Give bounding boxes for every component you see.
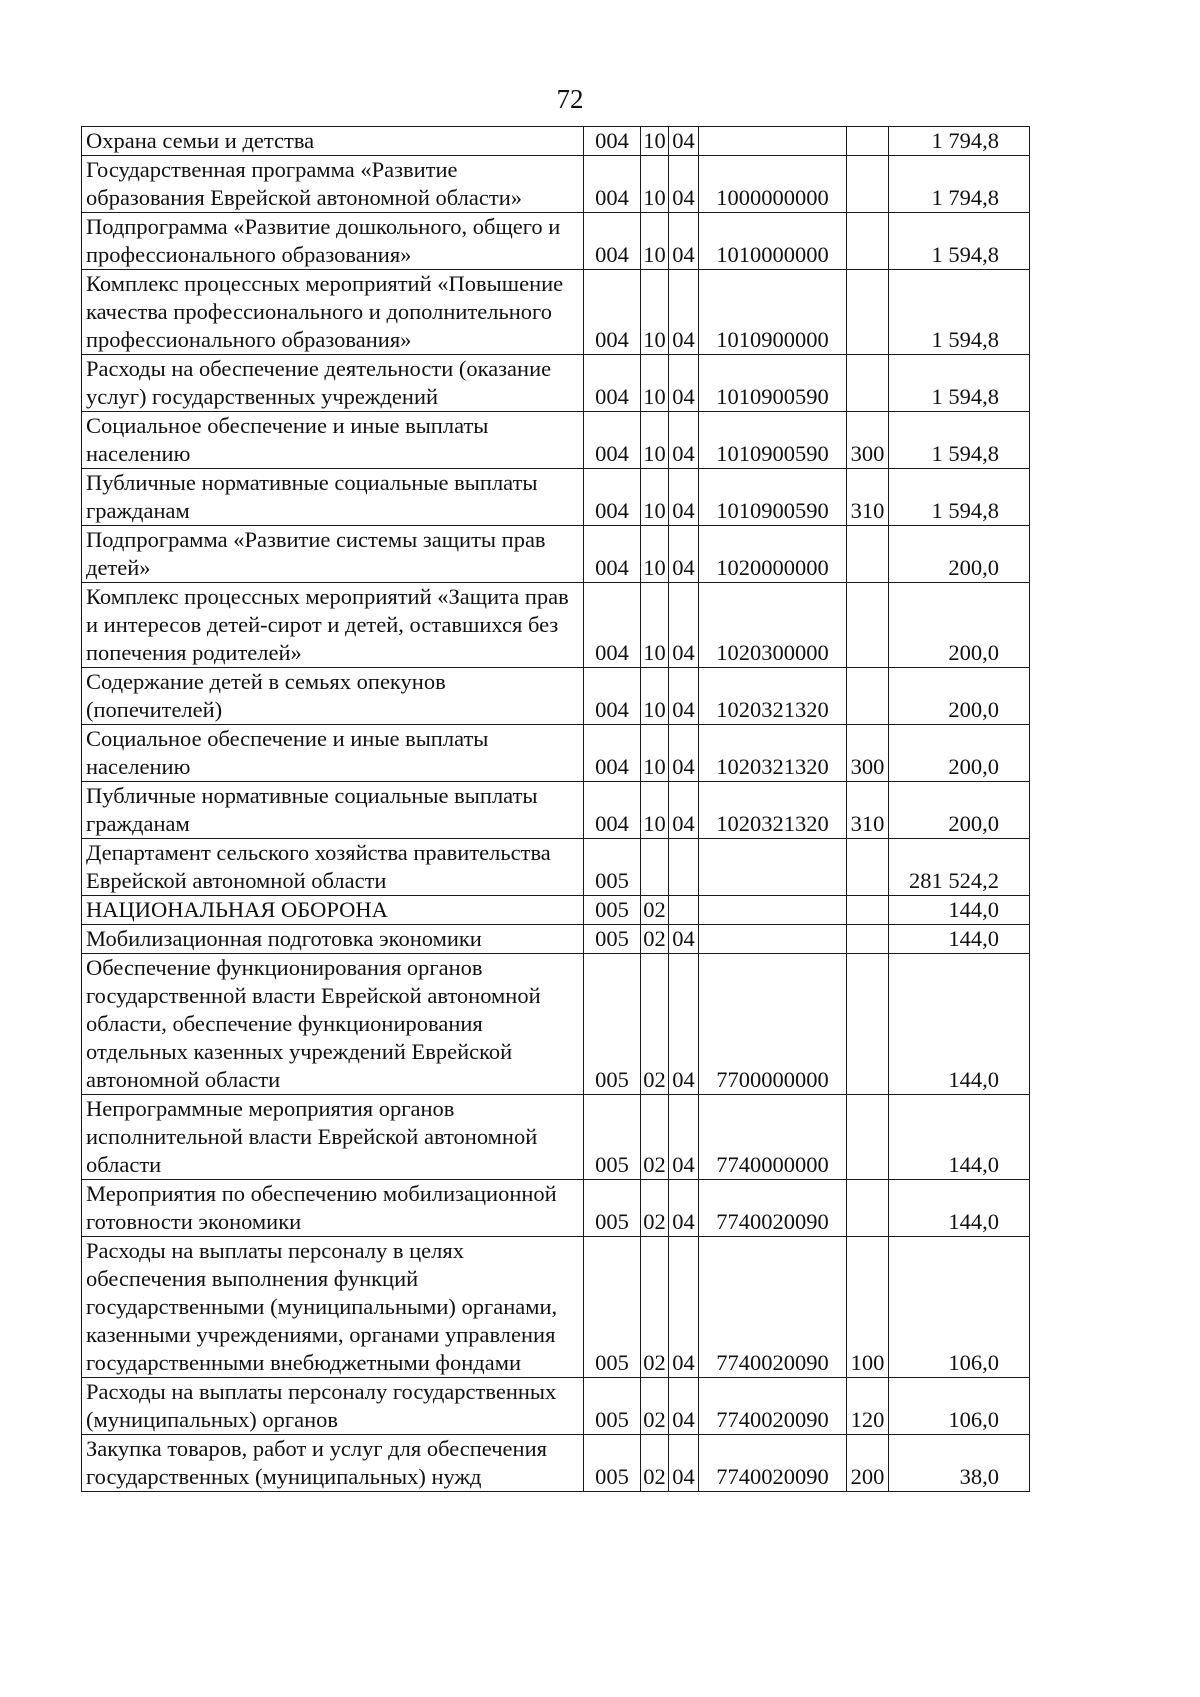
table-row	[82, 1378, 1030, 1435]
cell-expense-type	[847, 954, 889, 1095]
cell-expense-type	[847, 127, 889, 156]
cell-subsection-code: 04	[669, 270, 699, 355]
cell-subsection-code: 04	[669, 668, 699, 725]
cell-expense-type	[847, 1095, 889, 1180]
cell-target-article: 1010900000	[699, 270, 847, 355]
cell-subsection-code: 04	[669, 213, 699, 270]
cell-name: Государственная программа «Развитие образования Еврейской автономной области»	[82, 156, 584, 213]
cell-subsection-code	[669, 839, 699, 896]
cell-section-code: 10	[641, 270, 669, 355]
cell-target-article	[699, 925, 847, 954]
cell-department-code: 004	[584, 156, 641, 213]
cell-amount: 200,0	[889, 782, 1030, 839]
cell-target-article: 7700000000	[699, 954, 847, 1095]
cell-section-code: 10	[641, 213, 669, 270]
cell-department-code: 004	[584, 127, 641, 156]
cell-amount: 144,0	[889, 896, 1030, 925]
cell-section-code: 10	[641, 469, 669, 526]
table-row	[82, 270, 1030, 355]
cell-target-article: 1010900590	[699, 469, 847, 526]
cell-target-article	[699, 127, 847, 156]
cell-subsection-code: 04	[669, 782, 699, 839]
cell-section-code: 02	[641, 1435, 669, 1492]
table-row	[82, 469, 1030, 526]
cell-expense-type: 120	[847, 1378, 889, 1435]
table-row	[82, 782, 1030, 839]
cell-amount: 1 594,8	[889, 355, 1030, 412]
cell-department-code: 004	[584, 668, 641, 725]
cell-expense-type	[847, 668, 889, 725]
cell-name: Охрана семьи и детства	[82, 127, 584, 156]
cell-expense-type: 310	[847, 469, 889, 526]
cell-name: Мобилизационная подготовка экономики	[82, 925, 584, 954]
cell-amount: 1 594,8	[889, 412, 1030, 469]
cell-department-code: 005	[584, 839, 641, 896]
table-row	[82, 925, 1030, 954]
cell-amount: 144,0	[889, 1095, 1030, 1180]
cell-expense-type	[847, 270, 889, 355]
cell-name: Комплекс процессных мероприятий «Повышение качества профессионального и дополнительного профессионального образования»	[82, 270, 584, 355]
cell-section-code: 10	[641, 412, 669, 469]
cell-expense-type	[847, 355, 889, 412]
table-row	[82, 213, 1030, 270]
cell-name: Социальное обеспечение и иные выплаты населению	[82, 412, 584, 469]
cell-amount: 1 794,8	[889, 156, 1030, 213]
cell-expense-type	[847, 213, 889, 270]
cell-subsection-code: 04	[669, 725, 699, 782]
cell-amount: 144,0	[889, 925, 1030, 954]
cell-department-code: 005	[584, 896, 641, 925]
cell-subsection-code: 04	[669, 526, 699, 583]
table-row	[82, 839, 1030, 896]
cell-department-code: 004	[584, 526, 641, 583]
cell-target-article	[699, 839, 847, 896]
cell-expense-type: 300	[847, 412, 889, 469]
cell-amount: 1 594,8	[889, 270, 1030, 355]
cell-name: Комплекс процессных мероприятий «Защита прав и интересов детей-сирот и детей, оставшихся без попечения родителей»	[82, 583, 584, 668]
page-number: 72	[556, 84, 584, 114]
cell-expense-type: 310	[847, 782, 889, 839]
cell-name: Подпрограмма «Развитие дошкольного, общего и профессионального образования»	[82, 213, 584, 270]
cell-section-code	[641, 839, 669, 896]
cell-name: Закупка товаров, работ и услуг для обеспечения государственных (муниципальных) нужд	[82, 1435, 584, 1492]
cell-section-code: 02	[641, 925, 669, 954]
cell-name: Расходы на обеспечение деятельности (оказание услуг) государственных учреждений	[82, 355, 584, 412]
cell-department-code: 004	[584, 782, 641, 839]
cell-amount: 200,0	[889, 725, 1030, 782]
cell-name: Публичные нормативные социальные выплаты гражданам	[82, 469, 584, 526]
cell-target-article: 1010900590	[699, 412, 847, 469]
cell-department-code: 004	[584, 213, 641, 270]
cell-name: Непрограммные мероприятия органов исполнительной власти Еврейской автономной области	[82, 1095, 584, 1180]
cell-name: Мероприятия по обеспечению мобилизационной готовности экономики	[82, 1180, 584, 1237]
table-row	[82, 1435, 1030, 1492]
cell-department-code: 004	[584, 583, 641, 668]
cell-name: Публичные нормативные социальные выплаты гражданам	[82, 782, 584, 839]
cell-amount: 144,0	[889, 1180, 1030, 1237]
cell-name: Департамент сельского хозяйства правительства Еврейской автономной области	[82, 839, 584, 896]
budget-table-body	[82, 127, 1030, 1492]
cell-department-code: 005	[584, 954, 641, 1095]
cell-expense-type	[847, 896, 889, 925]
cell-amount: 200,0	[889, 583, 1030, 668]
cell-department-code: 004	[584, 725, 641, 782]
cell-subsection-code: 04	[669, 583, 699, 668]
cell-amount: 144,0	[889, 954, 1030, 1095]
cell-expense-type	[847, 925, 889, 954]
cell-subsection-code: 04	[669, 1095, 699, 1180]
cell-department-code: 005	[584, 1237, 641, 1378]
cell-target-article: 1010000000	[699, 213, 847, 270]
cell-subsection-code: 04	[669, 127, 699, 156]
cell-department-code: 005	[584, 1435, 641, 1492]
cell-amount: 1 794,8	[889, 127, 1030, 156]
table-row	[82, 1237, 1030, 1378]
cell-name: Содержание детей в семьях опекунов (попечителей)	[82, 668, 584, 725]
table-row	[82, 954, 1030, 1095]
cell-section-code: 02	[641, 1180, 669, 1237]
cell-name: НАЦИОНАЛЬНАЯ ОБОРОНА	[82, 896, 584, 925]
cell-expense-type	[847, 583, 889, 668]
cell-amount: 1 594,8	[889, 469, 1030, 526]
cell-subsection-code: 04	[669, 469, 699, 526]
cell-expense-type	[847, 839, 889, 896]
cell-expense-type	[847, 526, 889, 583]
cell-subsection-code: 04	[669, 954, 699, 1095]
cell-target-article	[699, 896, 847, 925]
cell-section-code: 10	[641, 127, 669, 156]
cell-department-code: 004	[584, 270, 641, 355]
cell-section-code: 02	[641, 1237, 669, 1378]
cell-target-article: 1020321320	[699, 668, 847, 725]
cell-target-article: 1000000000	[699, 156, 847, 213]
cell-section-code: 10	[641, 355, 669, 412]
cell-subsection-code	[669, 896, 699, 925]
cell-target-article: 1020000000	[699, 526, 847, 583]
cell-subsection-code: 04	[669, 412, 699, 469]
cell-department-code: 004	[584, 355, 641, 412]
budget-table	[81, 126, 1030, 1492]
table-row	[82, 1095, 1030, 1180]
table-row	[82, 156, 1030, 213]
cell-subsection-code: 04	[669, 355, 699, 412]
cell-section-code: 02	[641, 1095, 669, 1180]
cell-subsection-code: 04	[669, 1378, 699, 1435]
cell-section-code: 10	[641, 156, 669, 213]
cell-target-article: 1010900590	[699, 355, 847, 412]
cell-section-code: 10	[641, 668, 669, 725]
cell-section-code: 10	[641, 583, 669, 668]
cell-expense-type: 100	[847, 1237, 889, 1378]
table-row	[82, 668, 1030, 725]
cell-target-article: 7740020090	[699, 1180, 847, 1237]
cell-amount: 200,0	[889, 668, 1030, 725]
table-row	[82, 412, 1030, 469]
cell-department-code: 004	[584, 469, 641, 526]
cell-section-code: 10	[641, 725, 669, 782]
cell-expense-type: 200	[847, 1435, 889, 1492]
cell-name: Расходы на выплаты персоналу государственных (муниципальных) органов	[82, 1378, 584, 1435]
cell-target-article: 7740020090	[699, 1435, 847, 1492]
cell-section-code: 10	[641, 526, 669, 583]
cell-expense-type	[847, 1180, 889, 1237]
cell-amount: 106,0	[889, 1378, 1030, 1435]
table-row	[82, 896, 1030, 925]
table-row	[82, 127, 1030, 156]
cell-expense-type	[847, 156, 889, 213]
table-row	[82, 355, 1030, 412]
cell-department-code: 005	[584, 925, 641, 954]
cell-target-article: 1020321320	[699, 782, 847, 839]
cell-name: Расходы на выплаты персоналу в целях обеспечения выполнения функций государственными (муниципальными) органами, казенными учреждениями, органами управления государственными внебюджетными фондами	[82, 1237, 584, 1378]
cell-target-article: 1020321320	[699, 725, 847, 782]
table-row	[82, 725, 1030, 782]
cell-subsection-code: 04	[669, 1237, 699, 1378]
cell-department-code: 005	[584, 1378, 641, 1435]
table-row	[82, 526, 1030, 583]
cell-name: Подпрограмма «Развитие системы защиты прав детей»	[82, 526, 584, 583]
cell-target-article: 7740000000	[699, 1095, 847, 1180]
cell-expense-type: 300	[847, 725, 889, 782]
cell-target-article: 7740020090	[699, 1378, 847, 1435]
cell-subsection-code: 04	[669, 1435, 699, 1492]
cell-name: Обеспечение функционирования органов государственной власти Еврейской автономной области, обеспечение функционирования отдельных казенных учреждений Еврейской автономной области	[82, 954, 584, 1095]
cell-section-code: 02	[641, 896, 669, 925]
cell-target-article: 7740020090	[699, 1237, 847, 1378]
cell-department-code: 004	[584, 412, 641, 469]
cell-subsection-code: 04	[669, 1180, 699, 1237]
cell-amount: 200,0	[889, 526, 1030, 583]
cell-amount: 1 594,8	[889, 213, 1030, 270]
cell-section-code: 10	[641, 782, 669, 839]
cell-department-code: 005	[584, 1180, 641, 1237]
cell-department-code: 005	[584, 1095, 641, 1180]
table-row	[82, 1180, 1030, 1237]
cell-subsection-code: 04	[669, 156, 699, 213]
cell-subsection-code: 04	[669, 925, 699, 954]
cell-amount: 106,0	[889, 1237, 1030, 1378]
cell-section-code: 02	[641, 954, 669, 1095]
cell-target-article: 1020300000	[699, 583, 847, 668]
cell-section-code: 02	[641, 1378, 669, 1435]
cell-name: Социальное обеспечение и иные выплаты населению	[82, 725, 584, 782]
cell-amount: 38,0	[889, 1435, 1030, 1492]
table-row	[82, 583, 1030, 668]
cell-amount: 281 524,2	[889, 839, 1030, 896]
